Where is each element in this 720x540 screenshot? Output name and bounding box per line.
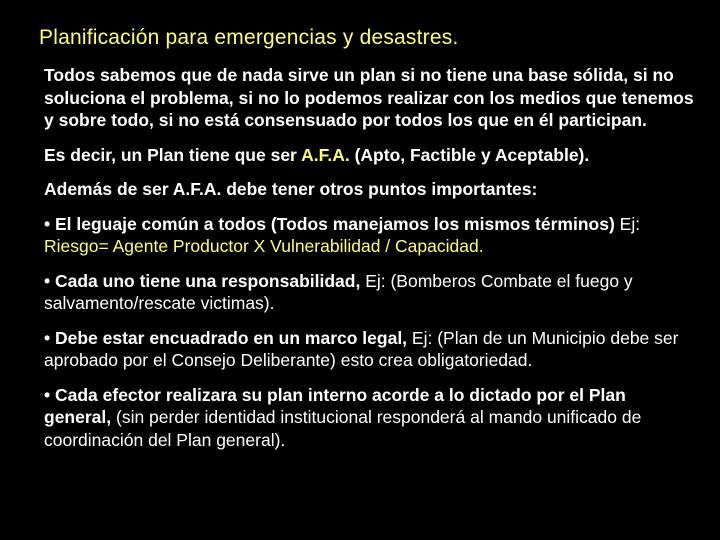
bullet-lenguaje-plain: Ej: <box>614 213 641 234</box>
bullet-efector-plain: (sin perder identidad institucional responderá al mando unificado de coordinación del Plan general). <box>44 407 642 450</box>
afa-text-after: (Apto, Factible y Aceptable). <box>349 144 590 165</box>
bullet-efector <box>44 384 694 452</box>
bullet-responsabilidad-plain: Ej: (Bomberos Combate el fuego y salvamento/rescate victimas). <box>44 270 633 313</box>
bullet-marco-legal <box>44 327 694 372</box>
bullet-lenguaje-formula: Riesgo= Agente Productor X Vulnerabilidad / Capacidad. <box>44 236 484 256</box>
slide-body <box>44 64 694 463</box>
bullet-lenguaje-bold: • El leguaje común a todos (Todos manejamos los mismos términos) <box>44 213 615 234</box>
afa-text-before: Es decir, un Plan tiene que ser <box>44 144 302 165</box>
bullet-lenguaje <box>44 213 694 258</box>
bullet-responsabilidad <box>44 270 694 315</box>
bullet-marco-legal-bold: • Debe estar encuadrado en un marco legal, <box>44 327 408 348</box>
bullet-efector-bold: • Cada efector realizara su plan interno acorde a lo dictado por el Plan general, <box>44 384 626 427</box>
bullet-responsabilidad-bold: • Cada uno tiene una responsabilidad, <box>44 270 361 291</box>
puntos-intro-paragraph: Además de ser A.F.A. debe tener otros puntos importantes: <box>44 179 538 199</box>
bullet-marco-legal-plain: Ej: (Plan de un Municipio debe ser aprobado por el Consejo Deliberante) esto crea obligatoriedad. <box>44 327 679 370</box>
afa-paragraph <box>44 144 694 167</box>
intro-paragraph: Todos sabemos que de nada sirve un plan si no tiene una base sólida, si no soluciona el problema, si no lo podemos realizar con los medios que tenemos y sobre todo, si no está consensuado por todos los que en él participan. <box>44 65 694 130</box>
slide-title: Planificación para emergencias y desastres. <box>39 26 459 49</box>
afa-acronym: A.F.A. <box>301 144 350 165</box>
